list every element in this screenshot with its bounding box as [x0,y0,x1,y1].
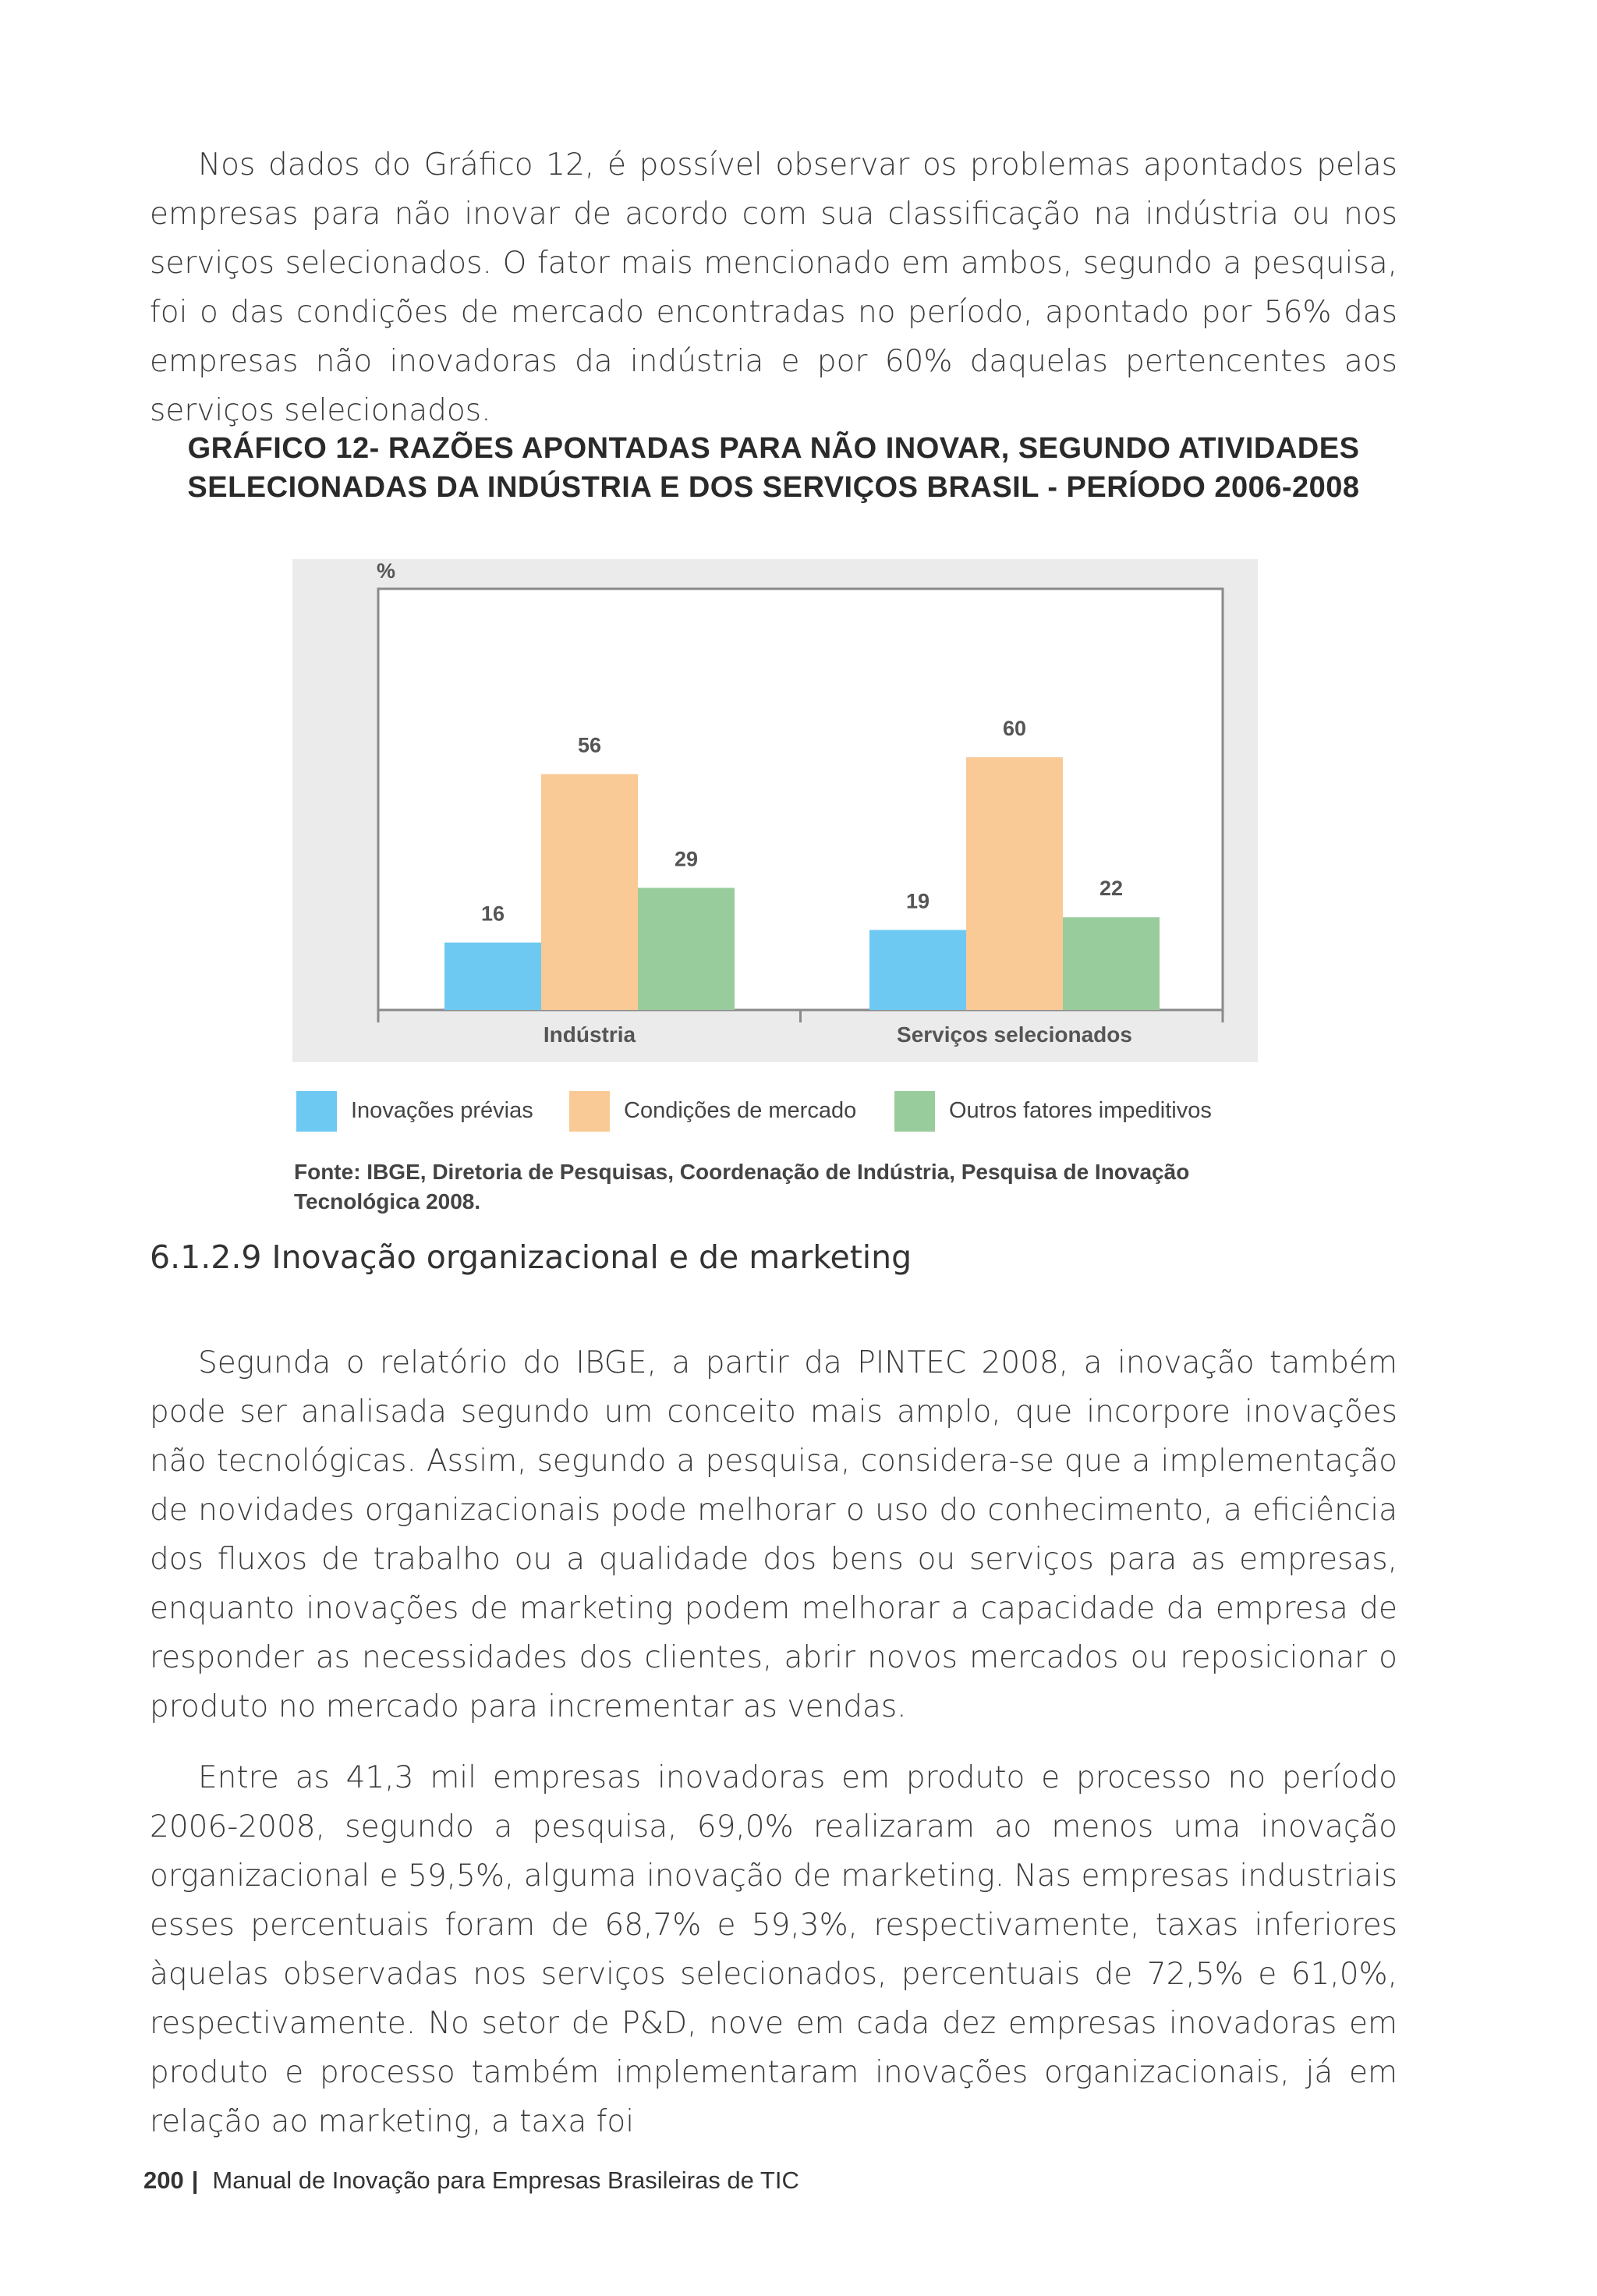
bar-0-0 [444,943,541,1010]
bar-2-0 [638,888,735,1010]
legend-item-inovacoes-previas [296,1090,533,1132]
category-label: Indústria [543,1022,636,1047]
chart-caption [150,429,1397,507]
section-heading: 6.1.2.9 Inovação organizacional e de marketing [150,1238,912,1276]
footer-separator: | [191,2167,199,2194]
legend-label: Outros fatores impeditivos [949,1098,1212,1123]
data-label: 29 [674,847,699,871]
chart-legend [296,1090,1263,1132]
legend-label: Inovações prévias [351,1098,533,1123]
intro-paragraph-text: Nos dados do Gráfico 12, é possível observar os problemas apontados pelas empresas para não inovar de acordo com sua classificação na indústria ou nos serviços selecionados. O fator mais mencionado em ambos, segundo a pesquisa, foi o das condições de mercado encontradas no período, apontado por 56% das empresas não inovadoras da indústria e por 60% daquelas pertencentes aos serviços selecionados. [150,147,1397,428]
footer-title: Manual de Inovação para Empresas Brasileiras de TIC [212,2167,799,2194]
page-number: 200 [143,2167,184,2194]
page-footer [143,2167,799,2195]
legend-swatch [894,1091,935,1132]
body-paragraph-1 [150,1338,1397,1731]
bar-2-1 [1063,917,1160,1010]
intro-paragraph [150,140,1397,435]
legend-swatch [569,1091,610,1132]
data-label: 60 [1002,717,1027,740]
chart-source: Fonte: IBGE, Diretoria de Pesquisas, Coordenação de Indústria, Pesquisa de Inovação Tecnológica 2008. [294,1160,1190,1214]
bar-1-1 [966,757,1063,1010]
data-label: 22 [1099,877,1124,901]
legend-item-condicoes-de-mercado [569,1090,856,1132]
legend-swatch [296,1091,337,1132]
y-axis-label: % [377,559,396,583]
data-label: 16 [480,902,505,926]
legend-label: Condições de mercado [624,1098,857,1123]
legend-item-outros-fatores [894,1090,1212,1132]
bar-1-0 [541,774,638,1010]
body-paragraph-1-text: Segunda o relatório do IBGE, a partir da PINTEC 2008, a inovação também pode ser analisada segundo um conceito mais amplo, que incorpore inovações não tecnológicas. Assim, segundo a pesquisa, considera-se que a implementação de novidades organizacionais pode melhorar o uso do conhecimento, a eficiência dos fluxos de trabalho ou a qualidade dos bens ou serviços para as empresas, enquanto inovações de marketing podem melhorar a capacidade da empresa de responder as necessidades dos clientes, abrir novos mercados ou reposicionar o produto no mercado para incrementar as vendas. [150,1345,1397,1724]
category-label: Serviços selecionados [897,1022,1132,1047]
chart-caption-line-1: GRÁFICO 12- RAZÕES APONTADAS PARA NÃO INOVAR, SEGUNDO ATIVIDADES [187,432,1360,465]
data-label: 19 [905,889,930,913]
bar-chart [292,559,1258,1062]
bar-0-1 [869,930,966,1010]
body-paragraph-2 [150,1753,1397,2146]
chart-caption-line-2: SELECIONADAS DA INDÚSTRIA E DOS SERVIÇOS BRASIL - PERÍODO 2006-2008 [187,471,1360,504]
data-label: 56 [577,733,602,757]
body-paragraph-2-text: Entre as 41,3 mil empresas inovadoras em produto e processo no período 2006-2008, segundo a pesquisa, 69,0% realizaram ao menos uma inovação organizacional e 59,5%, alguma inovação de marketing. Nas empresas industriais esses percentuais foram de 68,7% e 59,3%, respectivamente, taxas inferiores àquelas observadas nos serviços selecionados, percentuais de 72,5% e 61,0%, respectivamente. No setor de P&D, nove em cada dez empresas inovadoras em produto e processo também implementaram inovações organizacionais, já em relação ao marketing, a taxa foi [150,1760,1397,2139]
